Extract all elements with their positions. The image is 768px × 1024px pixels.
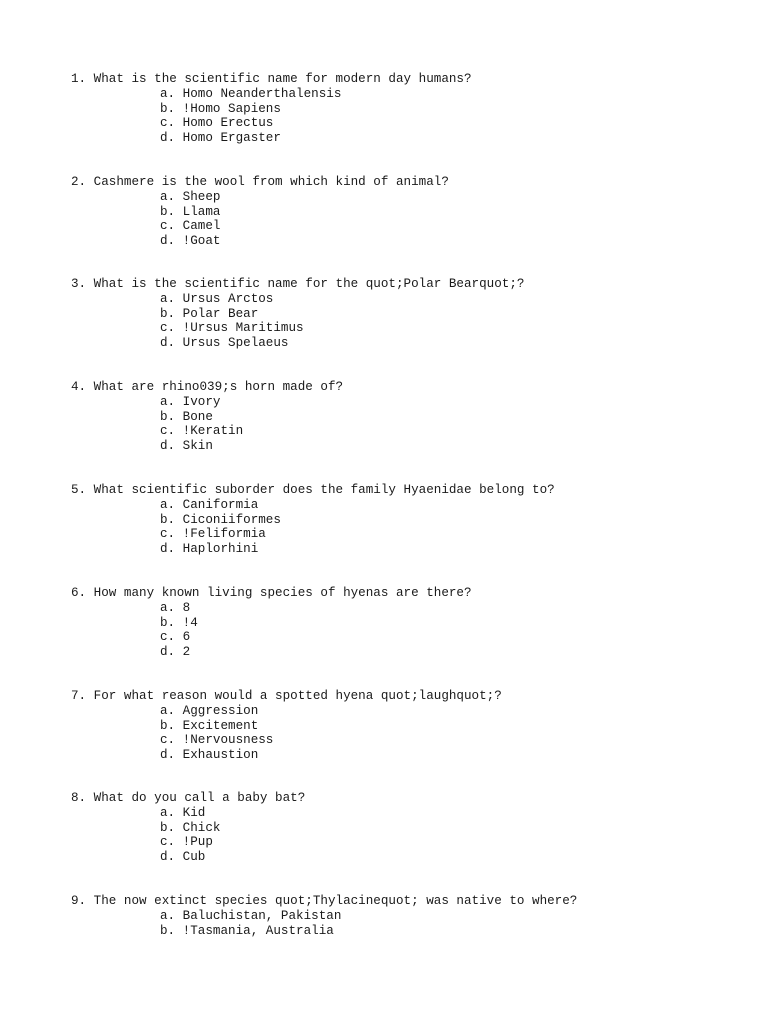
answer-option-a: a. Homo Neanderthalensis: [160, 86, 342, 101]
answer-option-a: a. Aggression: [160, 703, 259, 718]
question-7: [71, 689, 751, 763]
question-4: [71, 380, 751, 454]
answer-option-d: d. Skin: [160, 439, 213, 454]
question-text: 5. What scientific suborder does the family Hyaenidae belong to?: [71, 483, 555, 497]
question-text: 9. The now extinct species quot;Thylacinequot; was native to where?: [71, 894, 578, 908]
answer-option-c: c. !Pup: [160, 835, 213, 850]
answer-option-a: a. Caniformia: [160, 497, 259, 512]
answer-option-c: c. !Feliformia: [160, 527, 266, 542]
answer-option-d: d. Exhaustion: [160, 748, 259, 763]
answer-option-c: c. !Ursus Maritimus: [160, 321, 304, 336]
question-text: 1. What is the scientific name for modern day humans?: [71, 72, 472, 86]
answer-option-c: c. Homo Erectus: [160, 116, 274, 131]
answer-option-b: b. !4: [160, 615, 198, 630]
answer-option-a: a. Sheep: [160, 189, 221, 204]
answer-option-d: d. Cub: [160, 850, 206, 865]
answer-option-d: d. Haplorhini: [160, 542, 259, 557]
answer-option-b: b. Excitement: [160, 718, 259, 733]
question-text: 2. Cashmere is the wool from which kind of animal?: [71, 175, 449, 189]
answer-option-b: b. Chick: [160, 820, 221, 835]
question-text: 4. What are rhino039;s horn made of?: [71, 380, 344, 394]
answer-option-b: b. Ciconiiformes: [160, 512, 281, 527]
question-text: 8. What do you call a baby bat?: [71, 791, 306, 805]
question-text: 6. How many known living species of hyenas are there?: [71, 586, 472, 600]
question-9: [71, 894, 751, 938]
answer-option-d: d. !Goat: [160, 234, 221, 249]
answer-option-c: c. 6: [160, 630, 191, 645]
question-8: [71, 791, 751, 865]
question-text: 7. For what reason would a spotted hyena quot;laughquot;?: [71, 689, 502, 703]
answer-option-a: a. Kid: [160, 805, 206, 820]
answer-option-a: a. Baluchistan, Pakistan: [160, 908, 342, 923]
answer-option-d: d. Homo Ergaster: [160, 131, 281, 146]
answer-option-b: b. !Tasmania, Australia: [160, 923, 334, 938]
question-5: [71, 483, 751, 557]
answer-option-b: b. !Homo Sapiens: [160, 101, 281, 116]
answer-option-d: d. Ursus Spelaeus: [160, 336, 289, 351]
answer-option-c: c. !Keratin: [160, 424, 244, 439]
question-text: 3. What is the scientific name for the quot;Polar Bearquot;?: [71, 277, 525, 291]
answer-option-b: b. Bone: [160, 409, 213, 424]
answer-option-b: b. Llama: [160, 204, 221, 219]
question-2: [71, 175, 751, 249]
question-6: [71, 586, 751, 660]
answer-option-c: c. Camel: [160, 219, 221, 234]
answer-option-a: a. Ivory: [160, 394, 221, 409]
question-3: [71, 277, 751, 351]
answer-option-d: d. 2: [160, 645, 191, 660]
question-1: [71, 72, 751, 146]
answer-option-a: a. 8: [160, 600, 191, 615]
answer-option-a: a. Ursus Arctos: [160, 291, 274, 306]
answer-option-b: b. Polar Bear: [160, 306, 259, 321]
answer-option-c: c. !Nervousness: [160, 733, 274, 748]
